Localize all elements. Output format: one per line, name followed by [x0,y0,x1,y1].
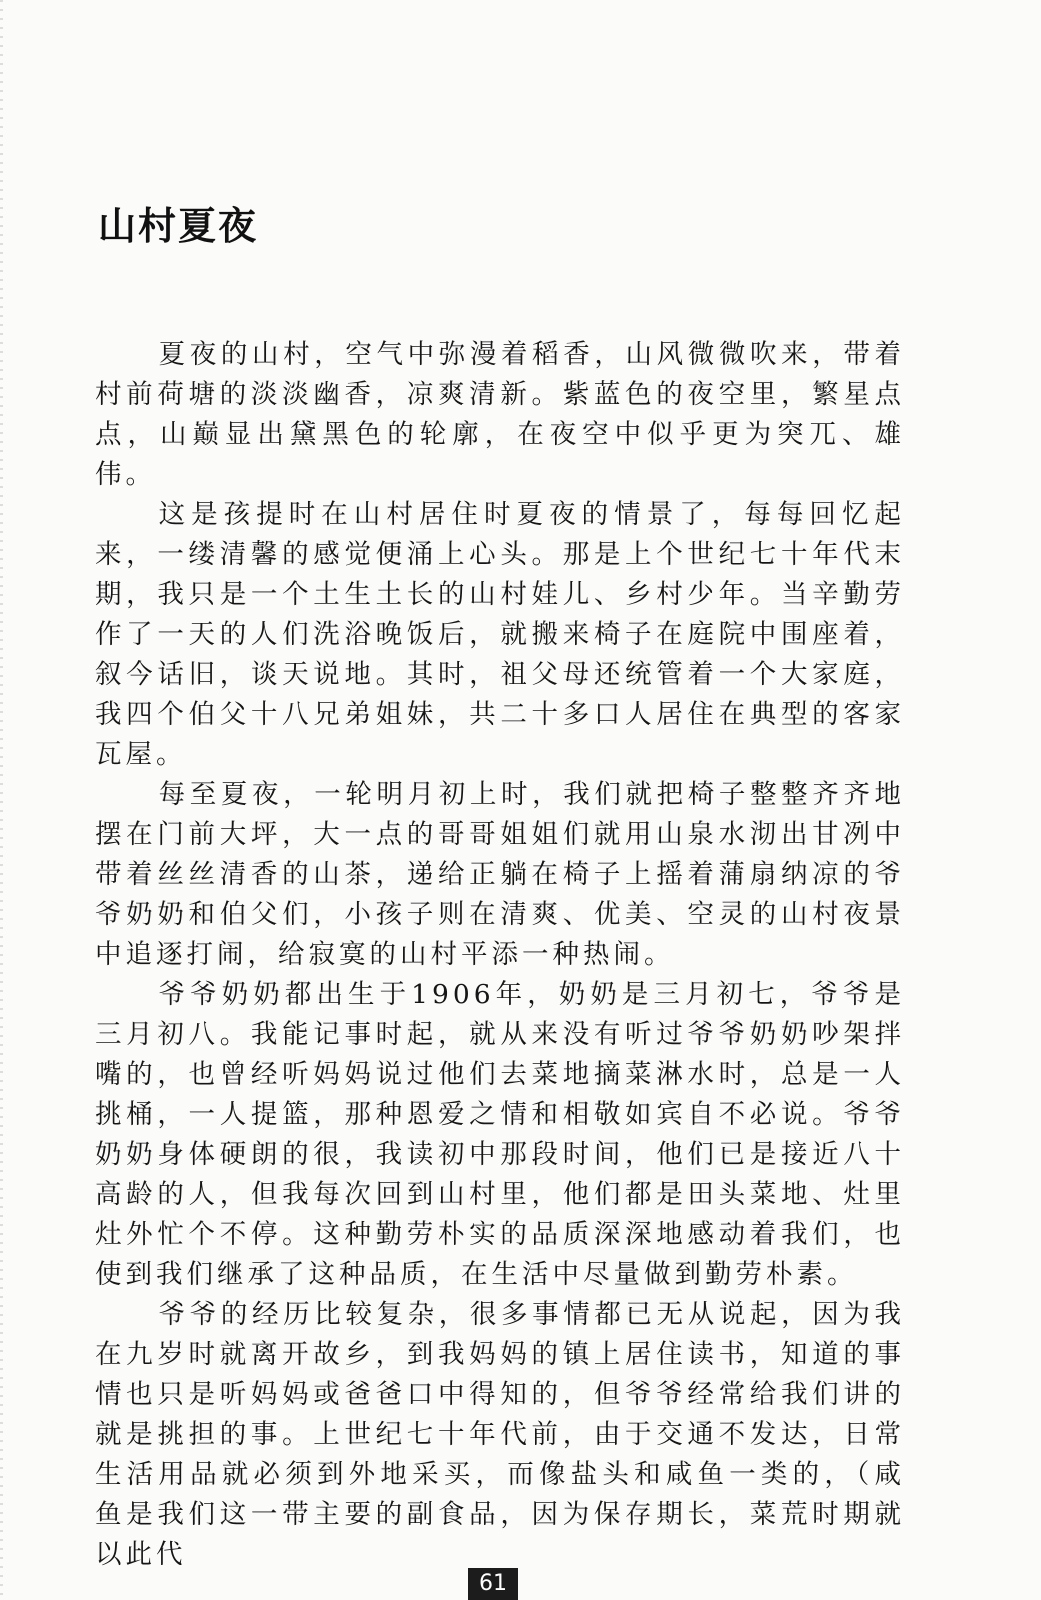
paragraph-3: 每至夏夜，一轮明月初上时，我们就把椅子整整齐齐地摆在门前大坪，大一点的哥哥姐姐们就用山泉水沏出甘冽中带着丝丝清香的山茶，递给正躺在椅子上摇着蒲扇纳凉的爷爷奶奶和伯父们，小孩子则在清爽、优美、空灵的山村夜景中追逐打闹，给寂寞的山村平添一种热闹。 [95,779,905,970]
page-number: 61 [468,1568,518,1600]
paragraph-1: 夏夜的山村，空气中弥漫着稻香，山风微微吹来，带着村前荷塘的淡淡幽香，凉爽清新。紫蓝色的夜空里，繁星点点，山巅显出黛黑色的轮廓，在夜空中似乎更为突兀、雄伟。 [95,339,905,490]
paragraph-5: 爷爷的经历比较复杂，很多事情都已无从说起，因为我在九岁时就离开故乡，到我妈妈的镇上居住读书，知道的事情也只是听妈妈或爸爸口中得知的，但爷爷经常给我们讲的就是挑担的事。上世纪七十年代前，由于交通不发达，日常生活用品就必须到外地采买，而像盐头和咸鱼一类的，（咸鱼是我们这一带主要的副食品，因为保存期长，菜荒时期就以此代 [95,1299,905,1570]
chapter-body [95,335,905,1575]
scan-edge-marks [0,0,3,1600]
paragraph-2: 这是孩提时在山村居住时夏夜的情景了，每每回忆起来，一缕清馨的感觉便涌上心头。那是上个世纪七十年代末期，我只是一个土生土长的山村娃儿、乡村少年。当辛勤劳作了一天的人们洗浴晚饭后，就搬来椅子在庭院中围座着，叙今话旧，谈天说地。其时，祖父母还统管着一个大家庭，我四个伯父十八兄弟姐妹，共二十多口人居住在典型的客家瓦屋。 [95,499,905,770]
chapter-title: 山村夏夜 [98,204,259,248]
paragraph-4: 爷爷奶奶都出生于1906年，奶奶是三月初七，爷爷是三月初八。我能记事时起，就从来没有听过爷爷奶奶吵架拌嘴的，也曾经听妈妈说过他们去菜地摘菜淋水时，总是一人挑桶，一人提篮，那种恩爱之情和相敬如宾自不必说。爷爷奶奶身体硬朗的很，我读初中那段时间，他们已是接近八十高龄的人，但我每次回到山村里，他们都是田头菜地、灶里灶外忙个不停。这种勤劳朴实的品质深深地感动着我们，也使到我们继承了这种品质，在生活中尽量做到勤劳朴素。 [95,979,905,1290]
